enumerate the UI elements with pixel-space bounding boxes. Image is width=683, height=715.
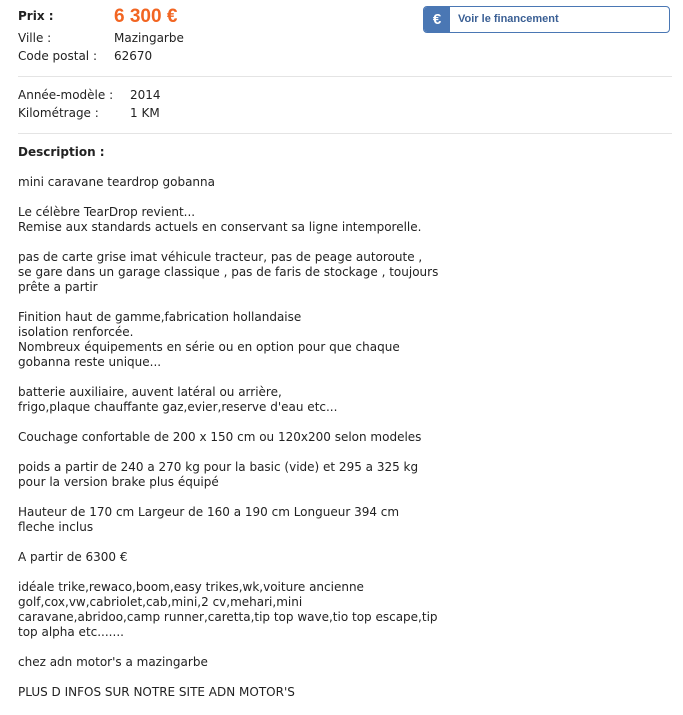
price-label: Prix : [18,9,54,23]
description-paragraph: Hauteur de 170 cm Largeur de 160 a 190 cm Longueur 394 cm fleche inclus [18,505,400,534]
mileage-label: Kilométrage : [18,106,99,120]
mileage-row [18,106,160,121]
city-value: Mazingarbe [114,31,184,45]
model-year-label: Année-modèle : [18,88,114,102]
description-paragraph: pas de carte grise imat véhicule tracteur, pas de peage autoroute , se gare dans un garage classique , pas de faris de stockage , toujours prête a partir [18,250,439,294]
mileage-value: 1 KM [130,106,160,120]
divider [18,133,672,134]
description-title: Description : [18,145,105,159]
financing-button-label: Voir le financement [458,13,559,25]
description-paragraph: mini caravane teardrop gobanna [18,175,215,189]
description-body [18,175,668,715]
postal-code-label: Code postal : [18,49,97,63]
description-paragraph: idéale trike,rewaco,boom,easy trikes,wk,voiture ancienne golf,cox,vw,cabriolet,cab,mini,2 cv,mehari,mini caravane,abridoo,camp runner,caretta,tip top wave,tio top escape,tip top alpha etc....... [18,580,438,639]
description-paragraph: poids a partir de 240 a 270 kg pour la basic (vide) et 295 a 325 kg pour la version brake plus équipé [18,460,419,489]
euro-icon: € [424,7,450,32]
description-paragraph: Le célèbre TearDrop revient... Remise aux standards actuels en conservant sa ligne intemporelle. [18,205,422,234]
description-paragraph: PLUS D INFOS SUR NOTRE SITE ADN MOTOR'S [18,685,295,699]
postal-code-row [18,49,153,64]
city-label: Ville : [18,31,52,45]
description-paragraph: batterie auxiliaire, auvent latéral ou arrière, frigo,plaque chauffante gaz,evier,reserve d'eau etc... [18,385,338,414]
model-year-value: 2014 [130,88,161,102]
description-paragraph: Finition haut de gamme,fabrication hollandaise isolation renforcée. Nombreux équipements en série ou en option pour que chaque gobanna reste unique... [18,310,400,369]
description-paragraph: A partir de 6300 € [18,550,128,564]
city-row [18,31,184,46]
description-paragraph: chez adn motor's a mazingarbe [18,655,208,669]
financing-button[interactable] [423,6,670,33]
postal-code-value: 62670 [114,49,153,63]
description-paragraph: Couchage confortable de 200 x 150 cm ou 120x200 selon modeles [18,430,422,444]
divider [18,76,672,77]
model-year-row [18,88,161,103]
price-value: 6 300 € [114,6,178,27]
